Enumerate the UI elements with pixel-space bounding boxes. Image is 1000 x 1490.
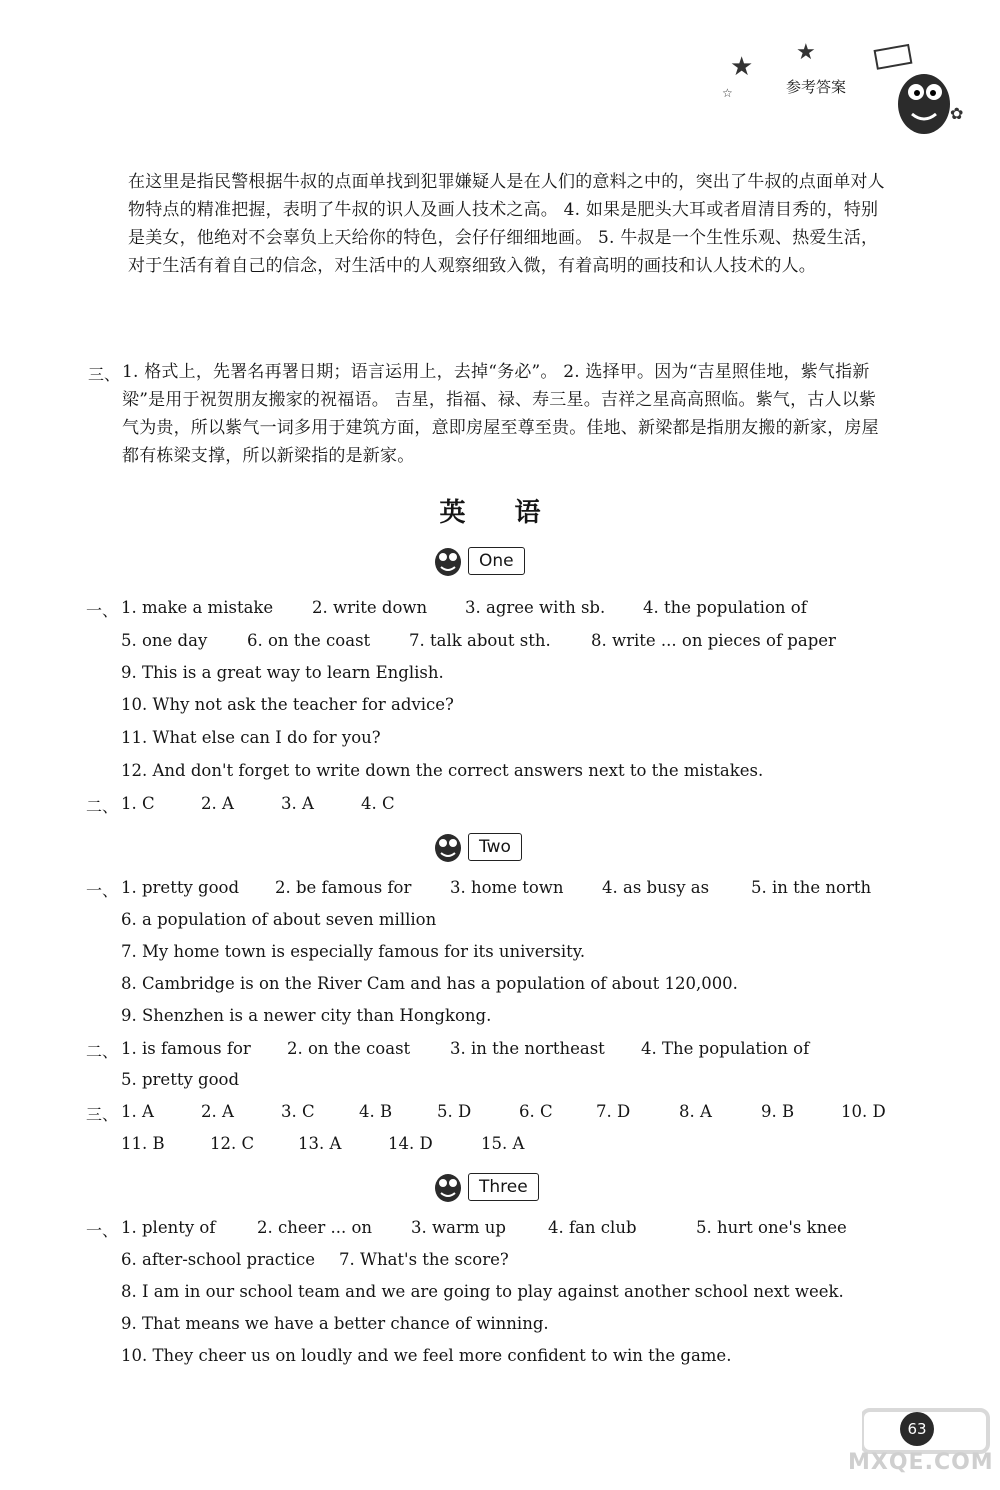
mascot-icon (872, 42, 972, 142)
section-marker: 一、 (86, 881, 119, 900)
answer-item: 7. D (596, 1102, 631, 1121)
answer-line: 7. My home town is especially famous for its university. (121, 942, 586, 961)
page-number: 63 (900, 1412, 934, 1446)
answer-item: 1. plenty of (121, 1218, 216, 1237)
answer-item: 3. agree with sb. (465, 598, 606, 617)
answer-item: 4. The population of (641, 1039, 810, 1058)
star-icon: ☆ (722, 86, 733, 100)
mascot-face-icon (432, 1170, 464, 1204)
answer-item: 2. be famous for (275, 878, 412, 897)
answer-item: 3. home town (450, 878, 564, 897)
answer-item: 5. hurt one's knee (696, 1218, 847, 1237)
answer-item: 14. D (388, 1134, 433, 1153)
star-icon: ★ (796, 40, 816, 65)
section-marker: 三、 (86, 1105, 119, 1124)
answer-item: 2. write down (312, 598, 428, 617)
answer-item: 5. one day (121, 631, 208, 650)
answer-item: 3. C (281, 1102, 315, 1121)
star-icon: ★ (730, 52, 754, 82)
unit-label: One (468, 547, 525, 575)
answer-line: 5. pretty good (121, 1070, 240, 1089)
answer-line: 11. What else can I do for you? (121, 728, 381, 747)
answer-line: 12. And don't forget to write down the correct answers next to the mistakes. (121, 761, 764, 780)
answer-line: 9. This is a great way to learn English. (121, 663, 444, 682)
answer-item: 1. is famous for (121, 1039, 251, 1058)
answer-item: 4. fan club (548, 1218, 637, 1237)
section-marker: 二、 (86, 797, 119, 816)
answer-item: 8. A (679, 1102, 712, 1121)
answer-item: 7. What's the score? (339, 1250, 509, 1269)
answer-item: 8. write ... on pieces of paper (591, 631, 836, 650)
star-icon: ✿ (950, 104, 964, 123)
answer-line: 9. That means we have a better chance of winning. (121, 1314, 549, 1333)
answer-item: 1. A (121, 1102, 154, 1121)
answer-item: 13. A (298, 1134, 342, 1153)
section-marker: 三、 (88, 365, 121, 384)
answer-item: 5. D (437, 1102, 472, 1121)
section-marker: 二、 (86, 1042, 119, 1061)
answer-item: 5. in the north (751, 878, 872, 897)
answer-item: 3. warm up (411, 1218, 506, 1237)
answer-item: 2. A (201, 794, 234, 813)
answer-item: 2. cheer ... on (257, 1218, 373, 1237)
answer-item: 1. pretty good (121, 878, 240, 897)
answer-item: 10. D (841, 1102, 886, 1121)
answer-item: 1. make a mistake (121, 598, 274, 617)
unit-label: Two (468, 833, 522, 861)
answer-item: 2. on the coast (287, 1039, 411, 1058)
answer-line: 10. They cheer us on loudly and we feel more confident to win the game. (121, 1346, 732, 1365)
answer-paragraph: 在这里是指民警根据牛叔的点面单找到犯罪嫌疑人是在人们的意料之中的，突出了牛叔的点面单对人物特点的精准把握，表明了牛叔的识人及画人技术之高。 4. 如果是肥头大耳或者眉清目秀的，特别是美女，他绝对不会辜负上天给你的特色，会仔仔细细地画。 5. 牛叔是一个生性乐观、热爱生活，对于生活有着自己的信念，对生活中的人观察细致入微，有着高明的画技和认人技术的人。 (128, 172, 885, 276)
answer-item: 4. B (359, 1102, 393, 1121)
answer-item: 4. C (361, 794, 395, 813)
section-marker: 一、 (86, 1221, 119, 1240)
answer-item: 4. the population of (643, 598, 807, 617)
section-marker: 一、 (86, 601, 119, 620)
section-title: 英 语 (439, 498, 561, 528)
answer-item: 9. B (761, 1102, 795, 1121)
answer-item: 15. A (481, 1134, 525, 1153)
answer-item: 11. B (121, 1134, 165, 1153)
header-label: 参考答案 (786, 78, 847, 96)
answer-line: 8. I am in our school team and we are going to play against another school next week. (121, 1282, 844, 1301)
answer-line: 6. a population of about seven million (121, 910, 437, 929)
unit-label: Three (468, 1173, 539, 1201)
answer-line: 8. Cambridge is on the River Cam and has a population of about 120,000. (121, 974, 738, 993)
answer-paragraph: 1. 格式上，先署名再署日期；语言运用上，去掉“务必”。 2. 选择甲。因为“吉星照佳地，紫气指新梁”是用于祝贺朋友搬家的祝福语。 吉星，指福、禄、寿三星。吉祥之星高高照临。紫气，古人以紫气为贵，所以紫气一词多用于建筑方面，意即房屋至尊至贵。佳地、新梁都是指朋友搬的新家，房屋都有栋梁支撑，所以新梁指的是新家。 (122, 362, 879, 466)
answer-item: 6. C (519, 1102, 553, 1121)
answer-item: 7. talk about sth. (409, 631, 551, 650)
mascot-face-icon (432, 830, 464, 864)
answer-item: 2. A (201, 1102, 234, 1121)
answer-item: 6. on the coast (247, 631, 371, 650)
answer-line: 10. Why not ask the teacher for advice? (121, 695, 454, 714)
answer-item: 3. in the northeast (450, 1039, 605, 1058)
answer-item: 6. after-school practice (121, 1250, 315, 1269)
answer-line: 9. Shenzhen is a newer city than Hongkong. (121, 1006, 492, 1025)
mascot-face-icon (432, 544, 464, 578)
watermark-text: MXQE.COM (848, 1450, 994, 1475)
answer-item: 1. C (121, 794, 155, 813)
answer-item: 4. as busy as (602, 878, 710, 897)
answer-item: 3. A (281, 794, 314, 813)
answer-item: 12. C (210, 1134, 255, 1153)
